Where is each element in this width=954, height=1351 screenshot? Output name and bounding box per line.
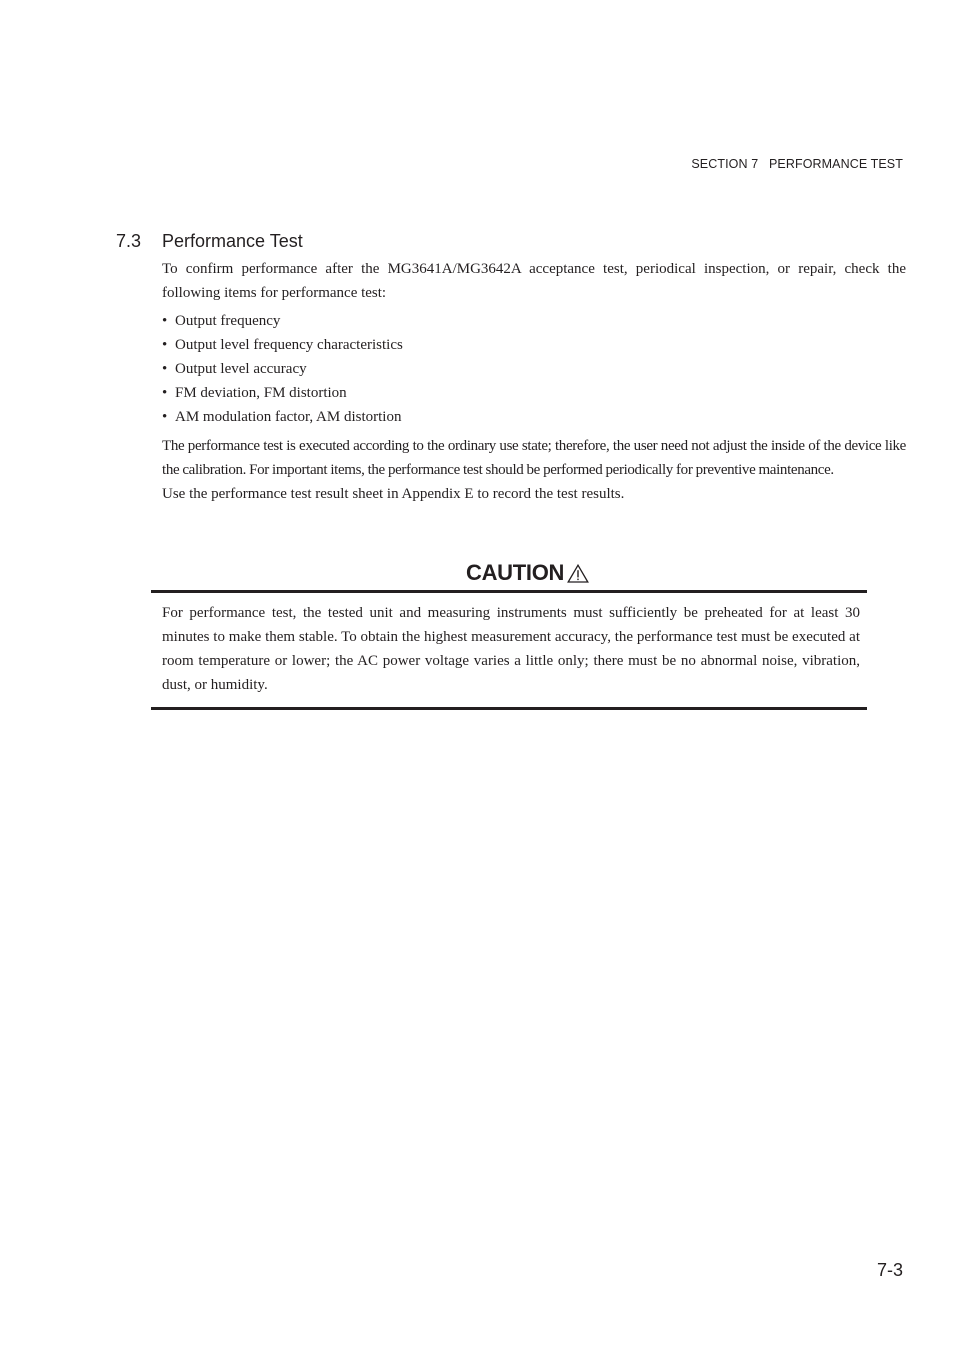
caution-title: CAUTION xyxy=(466,560,565,585)
running-header: SECTION 7 PERFORMANCE TEST xyxy=(691,157,903,171)
section-title: Performance Test xyxy=(162,231,303,251)
result-sheet-paragraph: Use the performance test result sheet in Appendix E to record the test results. xyxy=(162,486,625,502)
test-item-list xyxy=(162,309,906,429)
caution-top-rule xyxy=(151,590,867,593)
warning-triangle-icon xyxy=(567,564,589,583)
list-item-text: Output level accuracy xyxy=(175,361,307,377)
caution-text: For performance test, the tested unit and measuring instruments must sufficiently be preheated for at least 30 minutes to make them stable. To obtain the highest measurement accuracy, the performance test must be executed at room temperature or lower; the AC power voltage varies a little only; there must be no abnormal noise, vibration, dust, or humidity. xyxy=(162,605,860,693)
bullet-icon: • xyxy=(162,409,168,425)
intro-paragraph: To confirm performance after the MG3641A/MG3642A acceptance test, periodical inspection, or repair, check the following items for performance test: xyxy=(162,261,906,301)
caution-bottom-rule xyxy=(151,707,867,710)
bullet-icon: • xyxy=(162,313,168,329)
section-number: 7.3 xyxy=(116,231,142,251)
list-item xyxy=(162,405,906,429)
bullet-icon: • xyxy=(162,337,168,353)
list-item xyxy=(162,309,906,333)
section-body xyxy=(162,257,906,506)
caution-heading xyxy=(466,560,589,586)
bullet-icon: • xyxy=(162,385,168,401)
section-heading xyxy=(116,231,303,252)
usage-paragraph: The performance test is executed according to the ordinary use state; therefore, the user need not adjust the inside of the device like the calibration. For important items, the performance test should be performed periodically for preventive maintenance. xyxy=(162,438,906,478)
list-item-text: Output level frequency characteristics xyxy=(175,337,403,353)
list-item-text: AM modulation factor, AM distortion xyxy=(175,409,402,425)
list-item xyxy=(162,357,906,381)
list-item xyxy=(162,381,906,405)
list-item-text: Output frequency xyxy=(175,313,281,329)
list-item-text: FM deviation, FM distortion xyxy=(175,385,347,401)
bullet-icon: • xyxy=(162,361,168,377)
list-item xyxy=(162,333,906,357)
page-number: 7-3 xyxy=(876,1260,903,1280)
